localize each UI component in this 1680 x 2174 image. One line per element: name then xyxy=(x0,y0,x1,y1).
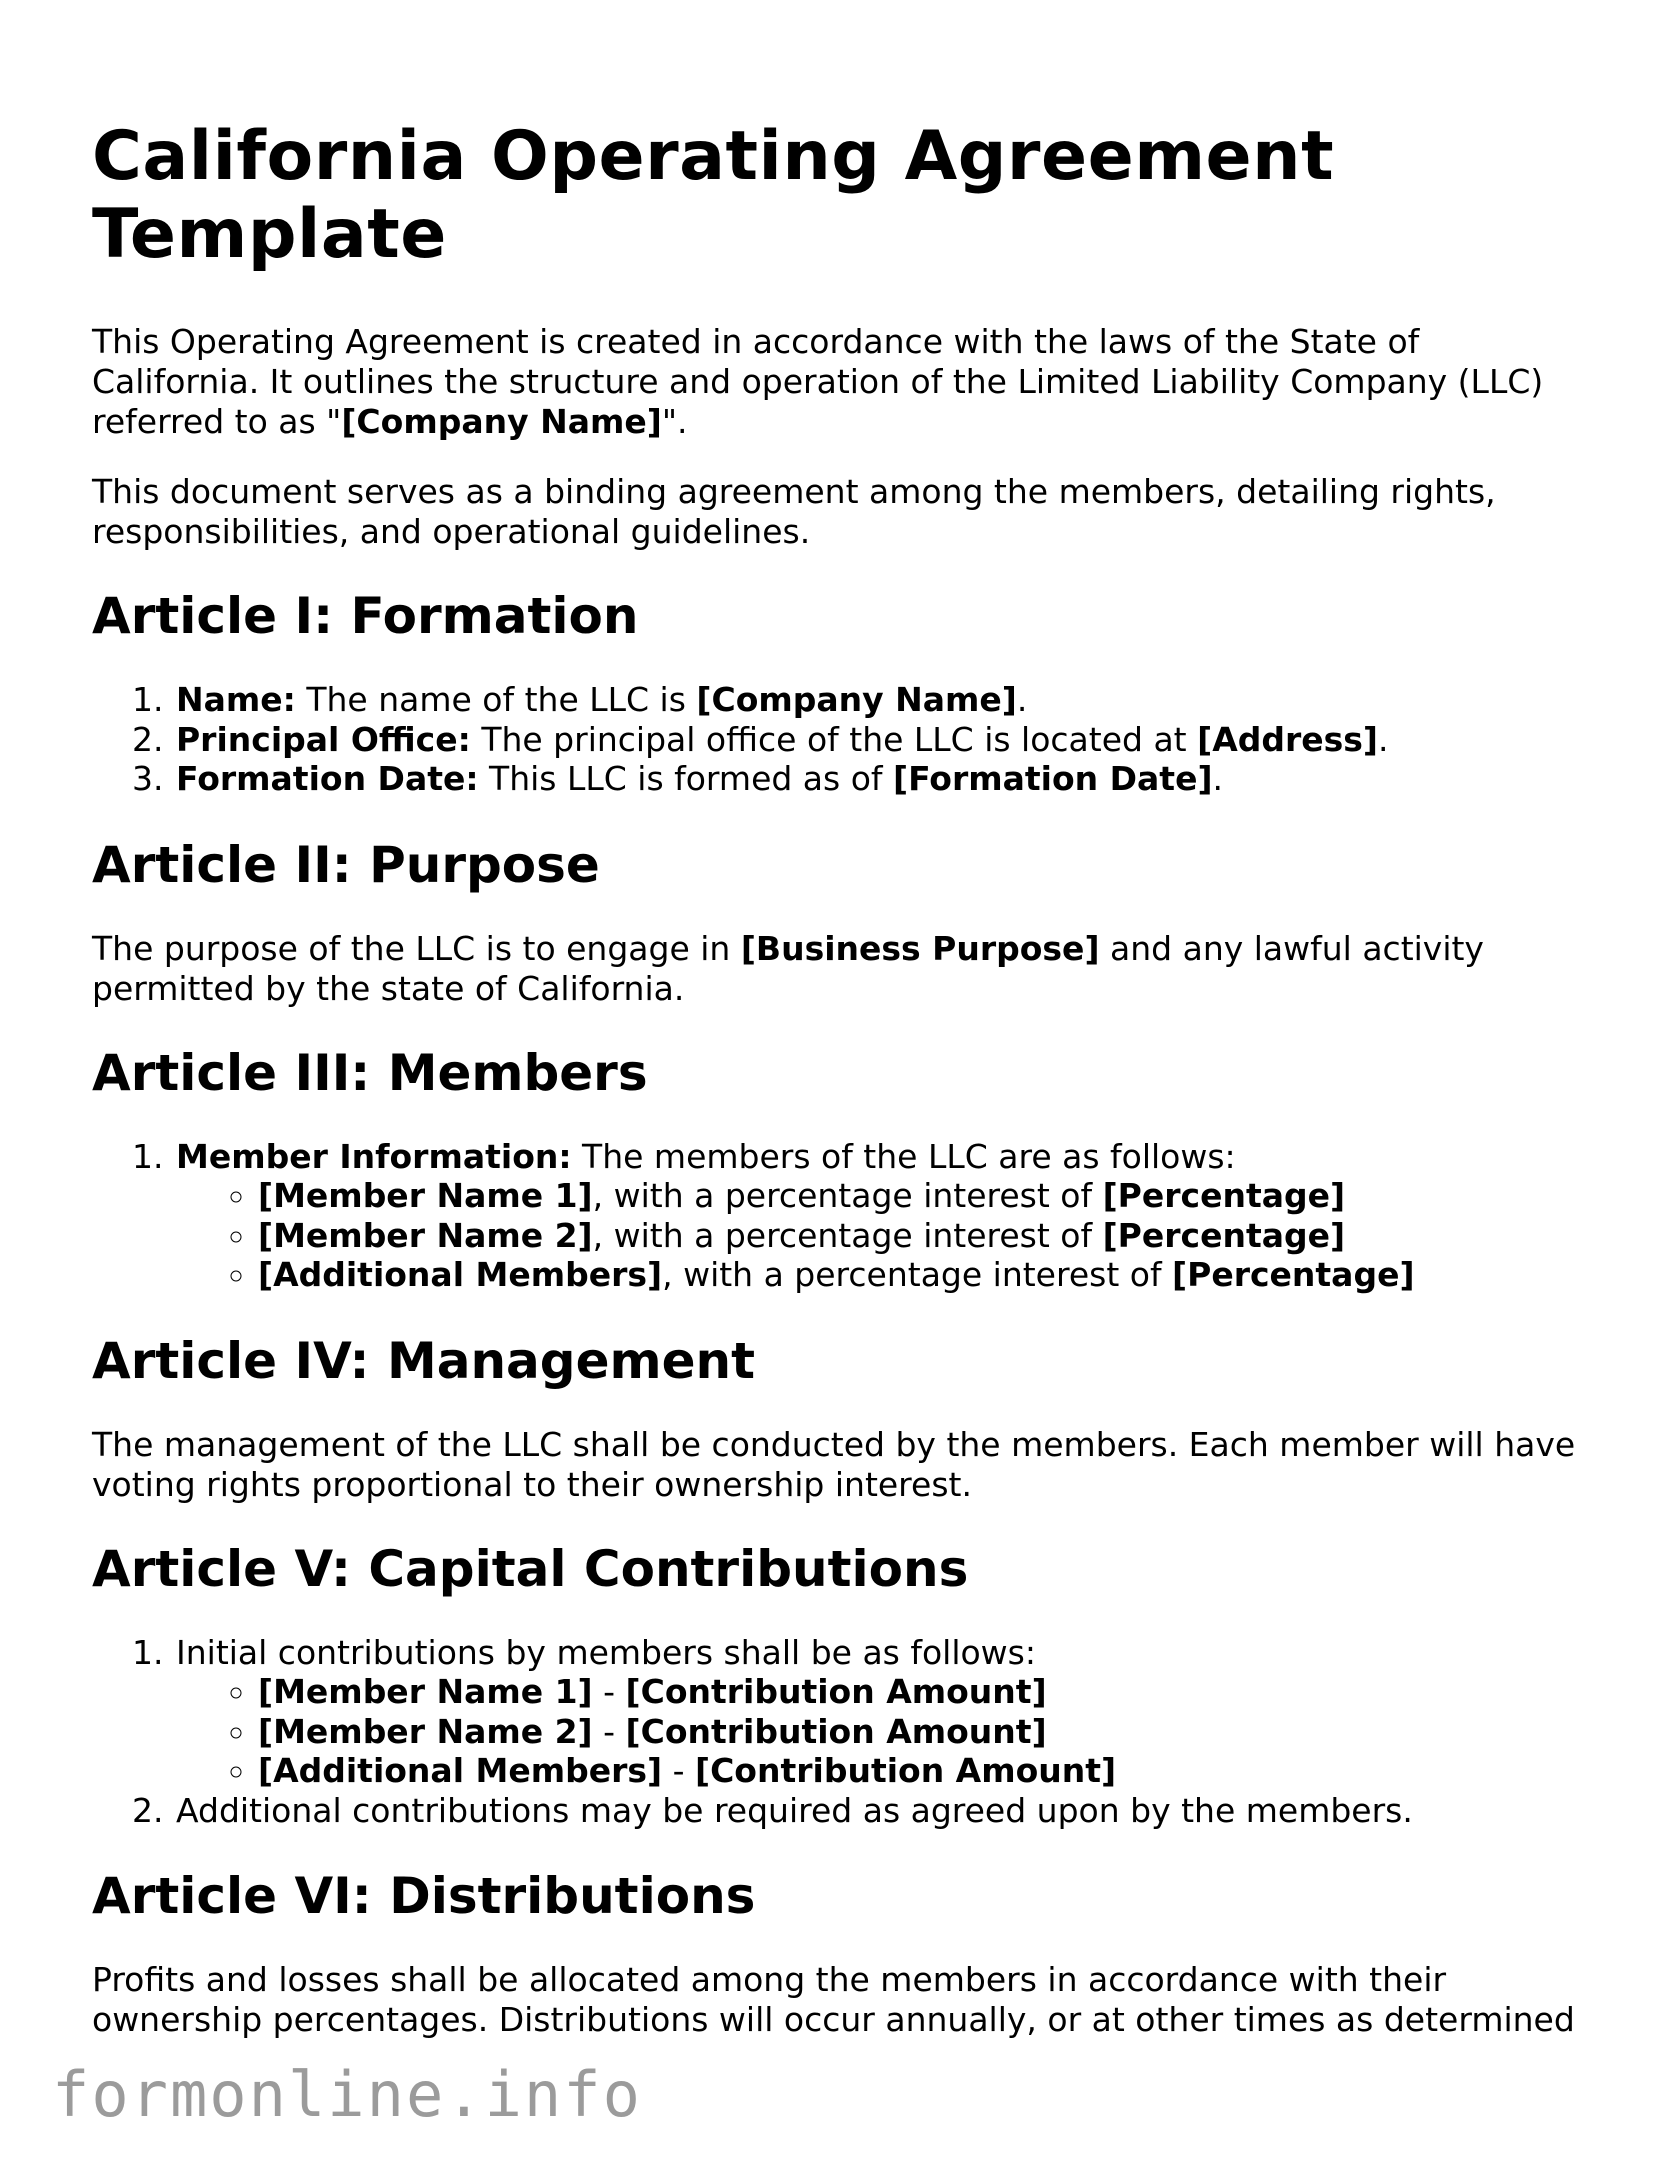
article-4-text: The management of the LLC shall be conducted by the members. Each member will have voting rights proportional to their ownership interest. xyxy=(92,1424,1576,1504)
item-text: Initial contributions by members shall be as follows: xyxy=(176,1632,1036,1672)
article-5-list xyxy=(92,1633,1592,1831)
member-text: , with a percentage interest of xyxy=(592,1176,1103,1215)
member-name: [Additional Members] xyxy=(258,1255,663,1294)
member-name: [Member Name 1] xyxy=(258,1176,593,1215)
article-3-list xyxy=(92,1137,1592,1295)
item-label: Principal Office: xyxy=(176,719,471,759)
placeholder-value: [Address] xyxy=(1197,719,1378,759)
article-1-heading: Article I: Formation xyxy=(92,587,639,645)
article-3-heading: Article III: Members xyxy=(92,1043,648,1102)
list-item xyxy=(174,1137,1592,1295)
item-text: This LLC is formed as of xyxy=(478,759,894,798)
watermark: formonline.info xyxy=(52,2058,642,2131)
article-1-list xyxy=(92,680,1592,799)
item-label: Name: xyxy=(176,680,296,719)
contribution-item xyxy=(258,1751,1592,1791)
placeholder-value: [Company Name] xyxy=(696,680,1017,719)
purpose-text: The purpose of the LLC is to engage in xyxy=(92,928,741,968)
list-item xyxy=(174,1633,1592,1791)
article-2-text xyxy=(92,929,1592,1009)
intro-paragraph-1 xyxy=(92,322,1592,442)
member-name: [Member Name 1] xyxy=(258,1672,593,1711)
list-item xyxy=(174,759,1592,799)
contribution-item xyxy=(258,1712,1592,1752)
item-text: The name of the LLC is xyxy=(295,680,697,719)
amount-placeholder: [Contribution Amount] xyxy=(625,1711,1047,1751)
list-item xyxy=(174,680,1592,720)
article-5-heading: Article V: Capital Contributions xyxy=(92,1539,969,1598)
item-end: . xyxy=(1212,759,1224,798)
intro-paragraph-2: This document serves as a binding agreement among the members, detailing rights, responsibilities, and operational guidelines. xyxy=(92,472,1496,551)
item-text: The members of the LLC are as follows: xyxy=(571,1136,1236,1176)
amount-placeholder: [Contribution Amount] xyxy=(695,1751,1117,1790)
separator: - xyxy=(662,1751,695,1790)
member-item xyxy=(258,1216,1592,1256)
intro-text-end: ". xyxy=(661,402,688,441)
member-name: [Member Name 2] xyxy=(258,1215,593,1255)
contribution-item xyxy=(258,1672,1592,1712)
percentage-placeholder: [Percentage] xyxy=(1102,1215,1346,1255)
member-text: , with a percentage interest of xyxy=(662,1255,1173,1294)
separator: - xyxy=(592,1711,626,1751)
placeholder-value: [Formation Date] xyxy=(893,759,1213,798)
article-4-heading: Article IV: Management xyxy=(92,1331,755,1390)
intro-text: This Operating Agreement is created in accordance with the laws of the State of California. It outlines the structure and operation of the Limited Liability Company (LLC) referred to as " xyxy=(92,322,1544,441)
member-name: [Member Name 2] xyxy=(258,1711,593,1751)
item-label: Formation Date: xyxy=(176,759,479,798)
article-2-heading: Article II: Purpose xyxy=(92,835,600,894)
member-name: [Additional Members] xyxy=(258,1751,663,1790)
company-name-placeholder: [Company Name] xyxy=(341,402,662,441)
percentage-placeholder: [Percentage] xyxy=(1102,1176,1346,1215)
document-page xyxy=(92,118,1592,2070)
business-purpose-placeholder: [Business Purpose] xyxy=(740,928,1100,968)
article-6-heading: Article VI: Distributions xyxy=(92,1867,756,1925)
members-list xyxy=(176,1176,1592,1295)
item-label: Member Information: xyxy=(176,1136,572,1176)
item-text: Additional contributions may be required as agreed upon by the members. xyxy=(176,1790,1413,1830)
list-item xyxy=(174,720,1592,760)
contributions-list xyxy=(176,1672,1592,1791)
document-title: California Operating Agreement Template xyxy=(92,117,1335,274)
list-item xyxy=(174,1791,1592,1831)
article-6-text: Profits and losses shall be allocated among the members in accordance with their ownership percentages. Distributions will occur annually, or at other times as determined xyxy=(92,1960,1575,2039)
percentage-placeholder: [Percentage] xyxy=(1172,1255,1415,1294)
member-item xyxy=(258,1176,1592,1216)
item-text: The principal office of the LLC is located at xyxy=(470,719,1198,759)
separator: - xyxy=(592,1672,626,1711)
item-end: . xyxy=(1378,719,1389,759)
amount-placeholder: [Contribution Amount] xyxy=(625,1672,1047,1711)
purpose-text-end: and any lawful activity permitted by the state of California. xyxy=(92,928,1484,1008)
item-end: . xyxy=(1016,680,1028,719)
member-item xyxy=(258,1255,1592,1295)
member-text: , with a percentage interest of xyxy=(592,1215,1103,1255)
